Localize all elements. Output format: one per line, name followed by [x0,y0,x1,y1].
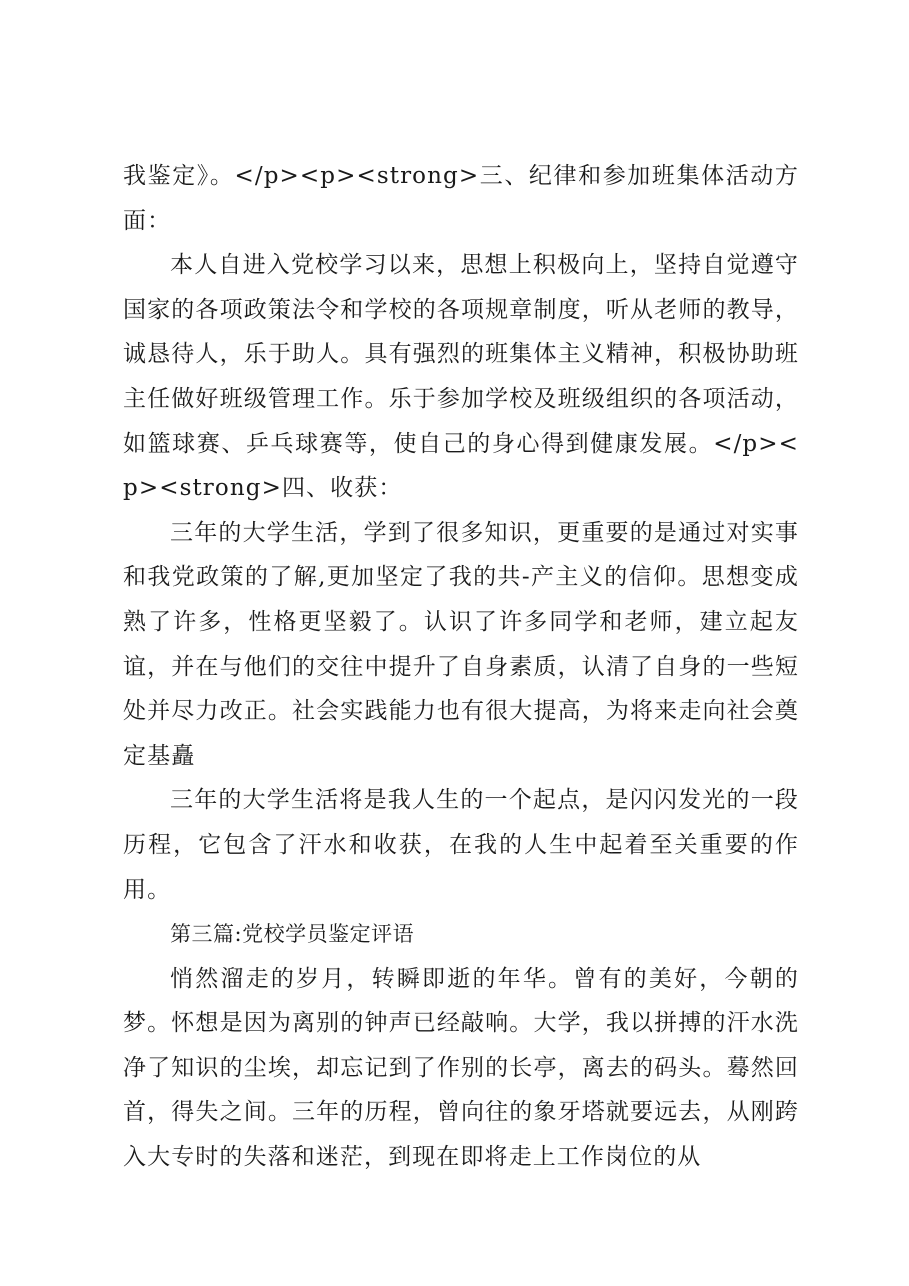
paragraph-conclusion: 三年的大学生活将是我人生的一个起点，是闪闪发光的一段历程，它包含了汗水和收获，在我的人生中起着至关重要的作用。 [123,787,799,903]
document-body [123,154,799,1180]
section-title: 第三篇:党校学员鉴定评语 [170,922,415,947]
paragraph-discipline-intro: 我鉴定》。</p><p><strong>三、纪律和参加班集体活动方面： [123,163,799,234]
paragraph-discipline: 本人自进入党校学习以来，思想上积极向上，坚持自觉遵守国家的各项政策法令和学校的各项规章制度，听从老师的教导，诚恳待人，乐于助人。具有强烈的班集体主义精神，积极协助班主任做好班级管理工作。乐于参加学校及班级组织的各项活动，如篮球赛、乒乓球赛等，使自己的身心得到健康发展。</p><p><strong>四、收获： [123,252,799,502]
paragraph-harvest: 三年的大学生活，学到了很多知识，更重要的是通过对实事和我党政策的了解,更加坚定了我的共-产主义的信仰。思想变成熟了许多，性格更坚毅了。认识了许多同学和老师，建立起友谊，并在与他们的交往中提升了自身素质，认清了自身的一些短处并尽力改正。社会实践能力也有很大提高，为将来走向社会奠定基矗 [123,519,799,769]
paragraph-evaluation: 悄然溜走的岁月，转瞬即逝的年华。曾有的美好，今朝的梦。怀想是因为离别的钟声已经敲响。大学，我以拼搏的汗水洗净了知识的尘埃，却忘记到了作别的长亭，离去的码头。蓦然回首，得失之间。三年的历程，曾向往的象牙塔就要远去，从刚跨入大专时的失落和迷茫，到现在即将走上工作岗位的从 [123,965,799,1171]
